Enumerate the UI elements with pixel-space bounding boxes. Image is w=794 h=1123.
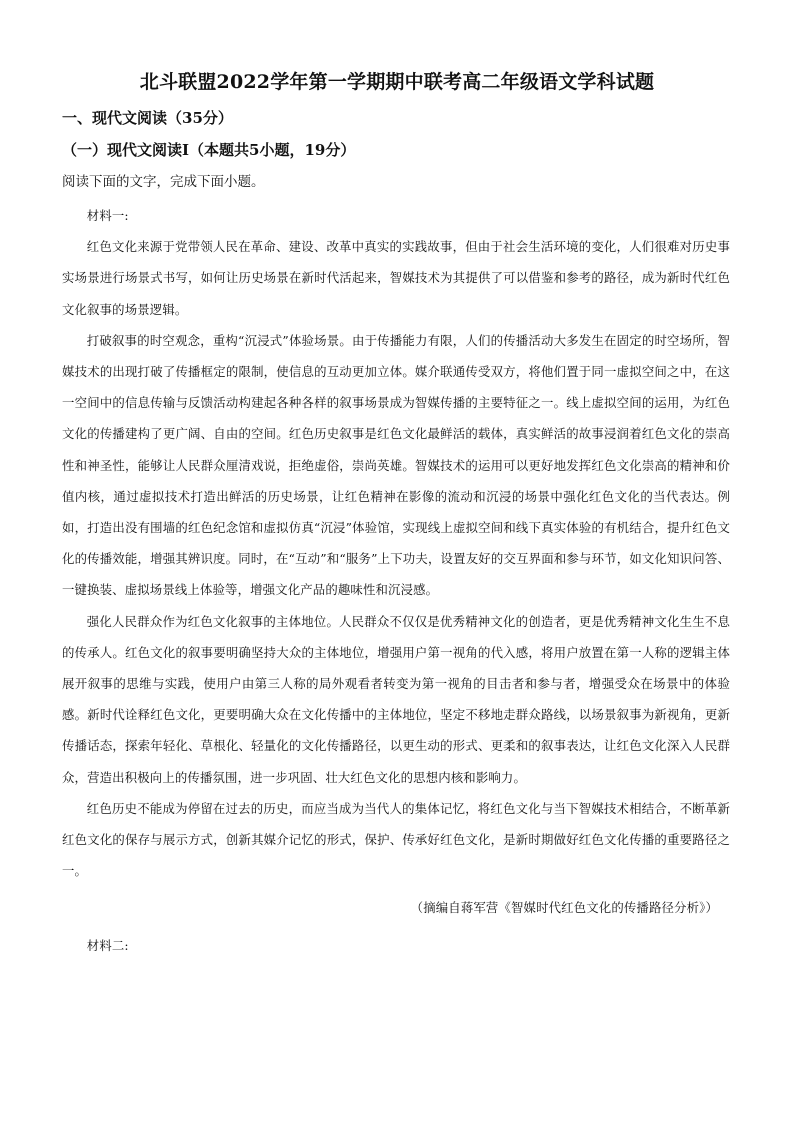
material-one-paragraph-4: 红色历史不能成为停留在过去的历史，而应当成为当代人的集体记忆，将红色文化与当下智媒技术相结合，不断革新红色文化的保存与展示方式，创新其媒介记忆的形式，保护、传承好红色文化，是新时期做好红色文化传播的重要路径之一。 — [62, 800, 730, 879]
material-one-block — [62, 200, 730, 961]
material-two-label: 材料二: — [86, 937, 129, 953]
reading-instruction: 阅读下面的文字，完成下面小题。 — [62, 174, 265, 190]
material-one-paragraph-3: 强化人民群众作为红色文化叙事的主体地位。人民群众不仅仅是优秀精神文化的创造者，更是优秀精神文化生生不息的传承人。红色文化的叙事要明确坚持大众的主体地位，增强用户第一视角的代入感，将用户放置在第一人称的逻辑主体展开叙事的思维与实践，使用户由第三人称的局外观看者转变为第一视角的目击者和参与者，增强受众在场景中的体验感。新时代诠释红色文化，更要明确大众在文化传播中的主体地位，坚定不移地走群众路线，以场景叙事为新视角，更新传播话态，探索年轻化、草根化、轻量化的文化传播路径，以更生动的形式、更柔和的叙事表达，让红色文化深入人民群众，营造出积极向上的传播氛围，进一步巩固、壮大红色文化的思想内核和影响力。 — [62, 613, 730, 785]
material-one-source: （摘编自蒋军营《智媒时代红色文化的传播路径分析》） — [410, 900, 718, 916]
subsection-heading: （一）现代文阅读Ⅰ（本题共5小题，19分） — [62, 141, 356, 159]
exam-title: 北斗联盟2022学年第一学期期中联考高二年级语文学科试题 — [139, 71, 655, 93]
material-one-label: 材料一: — [86, 208, 129, 223]
material-one-paragraph-1: 红色文化来源于党带领人民在革命、建设、改革中真实的实践故事，但由于社会生活环境的变化，人们很难对历史事实场景进行场景式书写，如何让历史场景在新时代活起来，智媒技术为其提供了可以借鉴和参考的路径，成为新时代红色文化叙事的场景逻辑。 — [62, 239, 730, 317]
section-heading: 一、现代文阅读（35分） — [62, 109, 233, 127]
material-one-paragraph-2: 打破叙事的时空观念，重构“沉浸式”体验场景。由于传播能力有限，人们的传播活动大多发生在固定的时空场所，智媒技术的出现打破了传播框定的限制，使信息的互动更加立体。媒介联通传受双方，将他们置于同一虚拟空间之中，在这一空间中的信息传输与反馈活动构建起各种各样的叙事场景成为智媒传播的主要特征之一。线上虚拟空间的运用，为红色文化的传播建构了更广阔、自由的空间。红色历史叙事是红色文化最鲜活的载体，真实鲜活的故事浸润着红色文化的崇高性和神圣性，能够让人民群众厘清戏说，拒绝虚俗，崇尚英雄。智媒技术的运用可以更好地发挥红色文化崇高的精神和价值内核，通过虚拟技术打造出鲜活的历史场景，让红色精神在影像的流动和沉浸的场景中强化红色文化的当代表达。例如，打造出没有围墙的红色纪念馆和虚拟仿真“沉浸”体验馆，实现线上虚拟空间和线下真实体验的有机结合，提升红色文化的传播效能，增强其辨识度。同时，在“互动”和“服务”上下功夫，设置友好的交互界面和参与环节，如文化知识问答、一键换装、虚拟场景线上体验等，增强文化产品的趣味性和沉浸感。 — [62, 332, 730, 598]
